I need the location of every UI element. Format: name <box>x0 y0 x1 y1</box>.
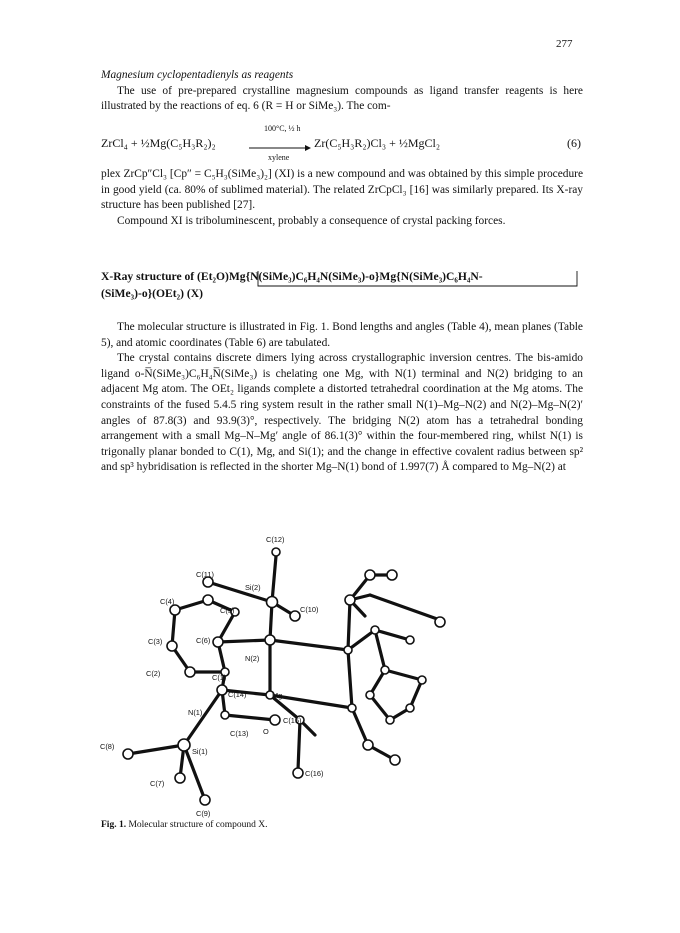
atom-label: O <box>263 727 269 736</box>
atom-label: Si(1) <box>192 747 208 756</box>
equation-6 <box>101 124 583 164</box>
atom-label: C(9) <box>196 809 211 818</box>
section-magnesium-reagents <box>101 68 583 115</box>
reaction-solvent: xylene <box>268 153 290 162</box>
atom-label: C(14) <box>228 690 247 699</box>
atom-label: C(12) <box>266 535 285 544</box>
page-number: 277 <box>556 38 573 50</box>
reaction-arrow-icon <box>249 144 311 152</box>
paragraph: The use of pre-prepared crystalline magnesium compounds as ligand transfer reagents is here illustrated by the reactions of eq. 6 (R = H or SiMe₃). The com- <box>101 84 583 113</box>
equation-number: (6) <box>567 136 581 150</box>
figure-caption <box>101 820 267 830</box>
atom-label: C(11) <box>196 570 214 579</box>
atom-label: C(10) <box>300 605 319 614</box>
atom-label: C(5) <box>220 606 235 615</box>
caption-label: Fig. 1. <box>101 820 127 830</box>
xray-heading-line: X-Ray structure of (Et₂O)Mg{N(SiMe₃)C₆H₄N(SiMe₃)-o}Mg{N(SiMe₃)C₆H₄N- <box>101 270 483 283</box>
atom-label: C(1) <box>212 673 227 682</box>
atom-label: N(1) <box>188 708 203 717</box>
atom-label: C(3) <box>148 637 163 646</box>
molecular-structure-figure <box>100 530 500 820</box>
xray-body <box>101 320 583 476</box>
atom-label: Si(2) <box>245 583 261 592</box>
paragraph: The crystal contains discrete dimers lying across crystallographic inversion centres. The bis-amido ligand o-N̅(SiMe₃)C₆H₄N̅(SiMe₃) is chelating one Mg, with N(1) terminal and N(2) bridging to an adjacent Mg atom. The OEt₂ ligands complete a distorted tetrahedral coordination at the Mg atoms. The constraints of the fused 5.4.5 ring system result in the rather small N(1)–Mg–N(2) and N(2)–Mg–N(2)′ angles of 87.8(3) and 93.9(3)°, respectively. The bridging N(2) atom has a tetrahedral bonding arrangement with a small Mg–N–Mg′ angle of 86.1(3)° within the four-membered ring, whilst N(1) is trigonally planar bonded to C(1), Mg, and Si(1); and the change in effective covalent radius between sp² and sp³ hybridisation is reflected in the shorter Mg–N(1) bond of 1.997(7) Å compared to Mg–N(2) at <box>101 352 583 474</box>
reaction-condition: 100°C, ½ h <box>264 124 301 133</box>
atom-label: C(6) <box>196 636 211 645</box>
atom-label: C(15) <box>283 716 302 725</box>
atom-label: C(7) <box>150 779 165 788</box>
atom-label: N(2) <box>245 654 260 663</box>
equation-rhs: Zr(C₅H₃R₂)Cl₃ + ½MgCl₂ <box>314 136 441 150</box>
equation-lhs: ZrCl₄ + ½Mg(C₅H₃R₂)₂ <box>101 136 216 150</box>
xray-heading-line: (SiMe₃)-o}(OEt₂) (X) <box>101 287 203 300</box>
atom-label: C(13) <box>230 729 249 738</box>
section-heading: Magnesium cyclopentadienyls as reagents <box>101 69 294 81</box>
atom-label: C(2) <box>146 669 161 678</box>
atom-label: C(16) <box>305 769 324 778</box>
caption-text: Molecular structure of compound X. <box>128 820 268 830</box>
atom-label: C(4) <box>160 597 175 606</box>
atom-label: C(8) <box>100 742 115 751</box>
paragraph: plex ZrCp″Cl₃ [Cp″ = C₅H₃(SiMe₃)₂] (XI) is a new compound and was obtained by this simple procedure in good yield (ca. 80% of sublimed material). The related ZrCpCl₃ [16] was similarly prepared. Its X-ray structure has been published [27]. <box>101 168 583 212</box>
section-continuation <box>101 167 583 229</box>
paragraph: The molecular structure is illustrated in Fig. 1. Bond lengths and angles (Table 4), mean planes (Table 5), and atomic coordinates (Table 6) are tabulated. <box>101 321 583 349</box>
atom-label: Mg <box>272 691 283 700</box>
ring-bracket-icon <box>257 271 579 287</box>
paragraph: Compound XI is triboluminescent, probably a consequence of crystal packing forces. <box>117 214 506 227</box>
